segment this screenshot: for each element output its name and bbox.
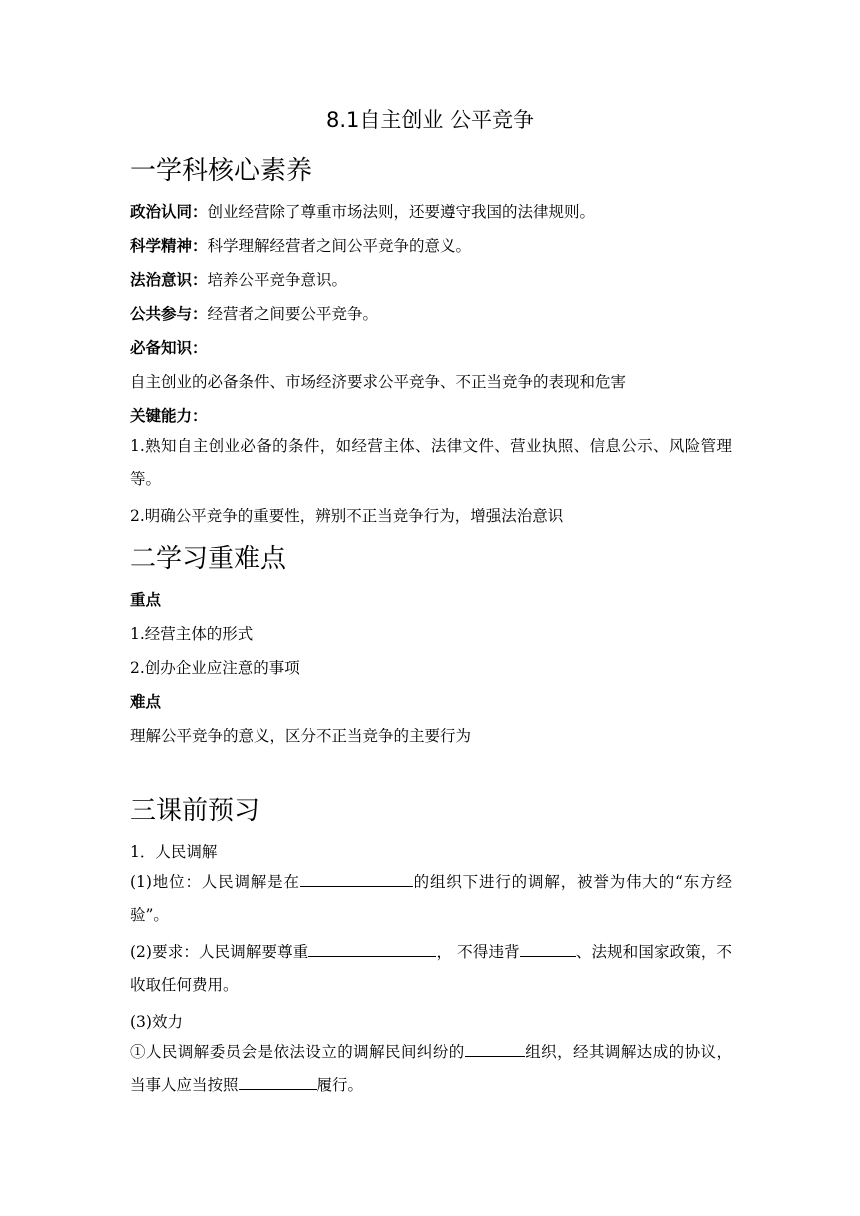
question-text: ， 不得违背: [436, 943, 520, 961]
fill-blank[interactable]: [308, 940, 436, 957]
question-text: 、法规和国家政策，不收取任何费用。: [130, 943, 732, 994]
literacy-item-political: [130, 202, 595, 222]
key-point-2: 2.创办企业应注意的事项: [130, 659, 300, 677]
item-text: 科学理解经营者之间公平竞争的意义。: [207, 237, 472, 255]
ability-label: 关键能力：: [130, 407, 208, 425]
question-requirement: [130, 936, 732, 1002]
section-heading-key-points: 二学习重难点: [130, 544, 287, 574]
section-heading-preview: 三课前预习: [130, 796, 261, 826]
question-text: 组织，经其调解达成的协议，当事人应当按照: [130, 1043, 732, 1094]
fill-blank[interactable]: [239, 1073, 317, 1090]
literacy-item-scientific: [130, 236, 471, 256]
question-text: ①人民调解委员会是依法设立的调解民间纠纷的: [130, 1043, 465, 1061]
ability-item-2: 2.明确公平竞争的重要性，辨别不正当竞争行为，增强法治意识: [130, 507, 564, 525]
item-label: 科学精神：: [130, 237, 208, 255]
page-title: 8.1自主创业 公平竞争: [325, 108, 535, 132]
ability-item-1: 1.熟知自主创业必备的条件，如经营主体、法律文件、营业执照、信息公示、风险管理等。: [130, 437, 732, 488]
difficult-points-label: 难点: [130, 693, 162, 711]
key-points-label: 重点: [130, 591, 162, 609]
question-text: (2)要求：人民调解要尊重: [130, 943, 309, 961]
literacy-item-public: [130, 304, 378, 324]
knowledge-label: 必备知识：: [130, 339, 208, 357]
fill-blank[interactable]: [300, 870, 413, 887]
difficult-point-text: 理解公平竞争的意义，区分不正当竞争的主要行为: [130, 727, 472, 745]
literacy-item-legal: [130, 270, 347, 290]
item-label: 政治认同：: [130, 203, 208, 221]
section-heading-core-literacy: 一学科核心素养: [130, 156, 313, 186]
question-effect: (3)效力: [130, 1013, 183, 1031]
item-text: 创业经营除了尊重市场法则，还要遵守我国的法律规则。: [207, 203, 596, 221]
item-text: 经营者之间要公平竞争。: [207, 305, 379, 323]
fill-blank[interactable]: [520, 940, 576, 957]
question-effect-detail: [130, 1036, 732, 1102]
item-text: 培养公平竞争意识。: [207, 271, 348, 289]
question-status: [130, 866, 732, 932]
item-label: 公共参与：: [130, 305, 208, 323]
question-text: 的组织下进行的调解，被誉为伟大的“东方经验”。: [130, 873, 732, 924]
key-point-1: 1.经营主体的形式: [130, 625, 254, 643]
fill-blank[interactable]: [465, 1040, 525, 1057]
question-text: 履行。: [316, 1076, 364, 1094]
knowledge-text: 自主创业的必备条件、市场经济要求公平竞争、不正当竞争的表现和危害: [130, 373, 627, 391]
item-label: 法治意识：: [130, 271, 208, 289]
question-text: (1)地位：人民调解是在: [130, 873, 300, 891]
preview-item-1: 1．人民调解: [130, 843, 218, 861]
